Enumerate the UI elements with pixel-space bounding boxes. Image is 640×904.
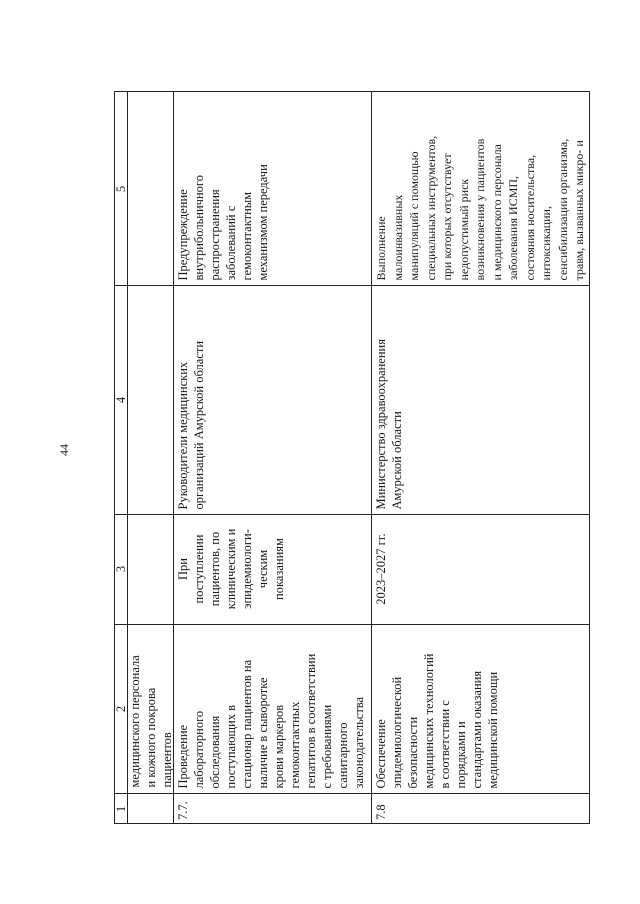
row-7-7-measure: Проведение лабораторного обследования поступающих в стационар пациентов на наличие в сыворотке крови маркеров гемоконтактных гепатитов в соответствии с требованиями санитарного законодательства xyxy=(176,653,366,788)
row-7-7-responsible: Руководители медицинских организаций Амурской области xyxy=(176,340,206,509)
header-col-1: 1 xyxy=(114,805,128,813)
row-7-8-term: 2023–2027 гг. xyxy=(374,533,388,605)
page-number: 44 xyxy=(57,444,71,456)
row-7-7-result: Предупреждение внутрибольничного распространения заболеваний с гемоконтактным механизмом передачи xyxy=(176,163,270,280)
header-col-4: 4 xyxy=(114,396,128,403)
row-7-8-measure: Обеспечение эпидемиологической безопасности медицинских технологий в соответствии с порядками и стандартами оказания медицинской помощи xyxy=(374,653,500,788)
header-col-5: 5 xyxy=(114,185,128,192)
row-7-7-term: При поступлении пациентов, по клиническим и эпидемиологи- ческим показаниям xyxy=(176,528,286,610)
activities-table xyxy=(114,91,590,824)
continuation-cell: медицинского персонала и кожного покрова пациентов xyxy=(128,654,174,787)
row-7-8-number: 7.8 xyxy=(374,804,388,820)
row-7-7-number: 7.7. xyxy=(176,801,190,820)
header-col-3: 3 xyxy=(114,565,128,573)
header-col-2: 2 xyxy=(114,705,128,712)
row-7-8-result: Выполнение малоинвазивных манипуляций с помощью специальных инструментов, при которых отсутствует недопустимый риск возникновения у пациентов и медицинского персонала заболевания ИСМП, состояния носительства, интоксикации, сенсибилизации организма, травм, вызванных микро- и xyxy=(374,135,586,280)
row-7-8-responsible: Министерство здравоохранения Амурской области xyxy=(374,338,404,509)
